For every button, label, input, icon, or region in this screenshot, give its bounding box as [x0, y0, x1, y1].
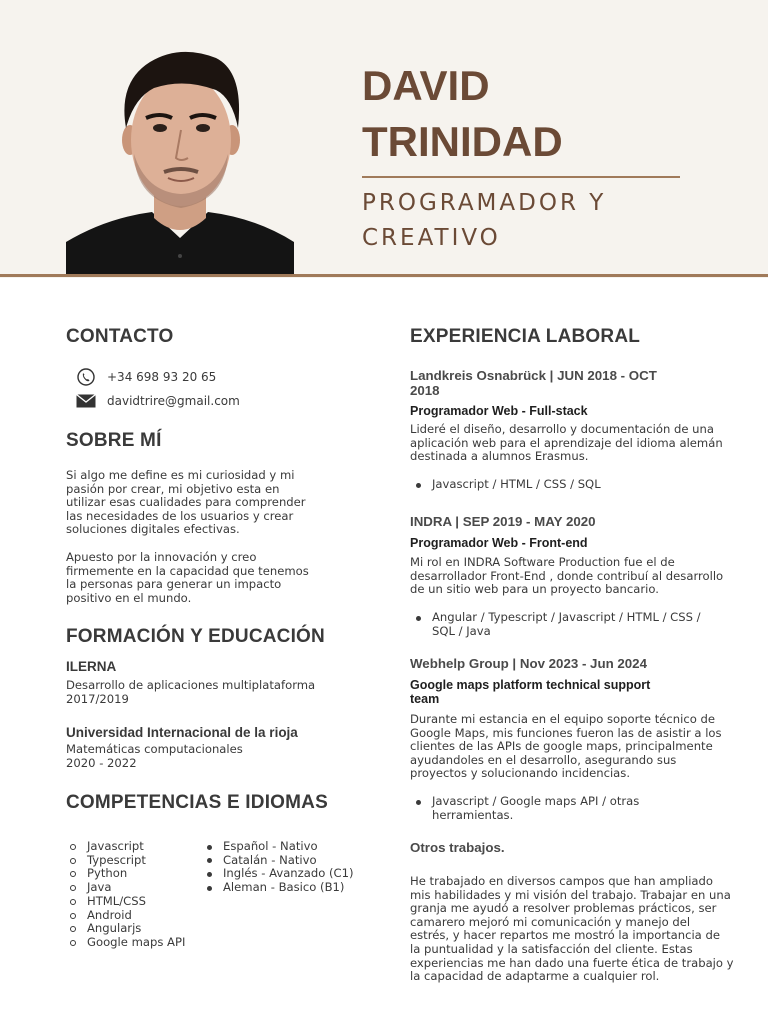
text-line: Programador Web - Full-stack — [410, 404, 588, 418]
name-first: DAVID — [362, 62, 490, 109]
text-line: positivo en el mundo. — [66, 590, 192, 605]
job-description — [410, 423, 740, 464]
list-item: HTML/CSS — [66, 895, 185, 909]
contact-heading: CONTACTO — [66, 326, 174, 347]
text-line: firmemente en la capacidad que tenemos — [66, 563, 309, 578]
text-line: Mi rol en INDRA Software Production fue el de — [410, 555, 675, 569]
text-line: granja me ayudó a resolver problemas prácticos, ser — [410, 901, 717, 916]
text-line: He trabajado en diversos campos que han ampliado — [410, 874, 713, 888]
list-item: Aleman - Basico (B1) — [202, 881, 354, 895]
list-item: Catalán - Nativo — [202, 854, 354, 868]
text-line: destinada a alumnos Erasmus. — [410, 449, 589, 464]
profile-photo — [66, 42, 294, 274]
text-line: ayudandoles en el desarrollo, asegurando sus — [410, 752, 677, 767]
about-heading: SOBRE MÍ — [66, 430, 162, 451]
text-line: herramientas. — [432, 807, 514, 822]
list-item: Google maps API — [66, 936, 185, 950]
education-school: ILERNA — [66, 659, 117, 674]
job-title-line: PROGRAMADOR Y — [362, 190, 607, 216]
text-line: Programador Web - Front-end — [410, 536, 588, 550]
text-line: SQL / Java — [432, 623, 491, 638]
text-line: Google Maps, mis funciones fueron las de asistir a los — [410, 725, 722, 740]
name-heading — [362, 58, 563, 170]
list-item: Android — [66, 909, 185, 923]
phone-text[interactable]: +34 698 93 20 65 — [107, 370, 217, 384]
text-line: pasión por crear, mi objetivo esta en — [66, 481, 280, 496]
list-item: Inglés - Avanzado (C1) — [202, 867, 354, 881]
education-details — [66, 679, 366, 706]
text-line: Angular / Typescript / Javascript / HTML / CSS / — [432, 610, 701, 624]
contact-phone — [76, 368, 216, 386]
text-line: aplicación web para el aprendizaje del idioma alemán — [410, 435, 723, 450]
list-item: Python — [66, 867, 185, 881]
job-header — [410, 657, 710, 672]
email-text[interactable]: davidtrire@gmail.com — [107, 394, 240, 408]
header-divider — [0, 274, 768, 277]
text-line: proyectos y solucionando incidencias. — [410, 766, 631, 781]
name-divider — [362, 176, 680, 178]
text-line: soluciones digitales efectivas. — [66, 522, 240, 537]
list-item: Español - Nativo — [202, 840, 354, 854]
job-tech-bullet — [416, 795, 736, 822]
text-line: Si algo me define es mi curiosidad y mi — [66, 468, 295, 482]
job-header — [410, 515, 710, 530]
list-item: Java — [66, 881, 185, 895]
education-years: 2020 - 2022 — [66, 755, 137, 770]
experience-heading: EXPERIENCIA LABORAL — [410, 326, 641, 347]
job-tech-bullet — [416, 478, 736, 492]
about-paragraph-1 — [66, 469, 366, 537]
job-title — [362, 186, 606, 256]
text-line: experiencias me han dado una fuerte ética de trabajo y — [410, 955, 734, 970]
education-heading: FORMACIÓN Y EDUCACIÓN — [66, 626, 325, 647]
other-jobs-heading: Otros trabajos. — [410, 840, 505, 855]
text-line: clientes de las APIs de google maps, principalmente — [410, 739, 713, 754]
job-role — [410, 536, 710, 550]
text-line: 2018 — [410, 382, 440, 398]
about-paragraph-2 — [66, 551, 366, 605]
job-role — [410, 678, 710, 706]
job-header — [410, 369, 710, 398]
text-line: estrés, y hacer repartos me mostró la importancia de — [410, 928, 720, 943]
job-description — [410, 556, 740, 597]
text-line: utilizar esas cualidades para comprender — [66, 495, 306, 510]
text-line: Durante mi estancia en el equipo soporte técnico de — [410, 712, 716, 726]
education-school: Universidad Internacional de la rioja — [66, 725, 298, 740]
education-degree: Desarrollo de aplicaciones multiplataforma — [66, 678, 316, 692]
phone-icon — [76, 368, 96, 386]
other-jobs-description — [410, 875, 740, 984]
text-line: camarero mejoró mi comunicación y manejo del — [410, 914, 691, 929]
contact-email — [76, 392, 240, 410]
tech-skills-list — [66, 840, 185, 950]
text-line: Webhelp Group | Nov 2023 - Jun 2024 — [410, 656, 647, 671]
text-line: la capacidad de adaptarme a cualquier rol. — [410, 969, 660, 984]
list-item: Angularjs — [66, 922, 185, 936]
education-degree: Matemáticas computacionales — [66, 742, 243, 756]
text-line: Javascript / Google maps API / otras — [432, 794, 640, 808]
text-line: Lideré el diseño, desarrollo y documentación de una — [410, 422, 714, 436]
education-years: 2017/2019 — [66, 691, 129, 706]
text-line: de un sitio web para un proyecto bancario. — [410, 582, 659, 597]
text-line: las necesidades de los usuarios y crear — [66, 508, 294, 523]
text-line: Google maps platform technical support — [410, 678, 651, 692]
text-line: la puntualidad y la satisfacción del cliente. Estas — [410, 941, 693, 956]
text-line: Javascript / HTML / CSS / SQL — [432, 477, 601, 491]
text-line: Landkreis Osnabrück | JUN 2018 - OCT — [410, 368, 657, 383]
text-line: desarrollador Front-End , donde contribuí al desarrollo — [410, 568, 724, 583]
text-line: mis habilidades y mi visión del trabajo. Trabajar en una — [410, 887, 731, 902]
skills-heading: COMPETENCIAS E IDIOMAS — [66, 792, 328, 813]
text-line: team — [410, 692, 440, 706]
list-item: Typescript — [66, 854, 185, 868]
name-last: TRINIDAD — [362, 118, 563, 165]
envelope-icon — [76, 392, 96, 410]
job-description — [410, 713, 740, 781]
job-role — [410, 404, 710, 418]
languages-list — [202, 840, 354, 895]
text-line: Apuesto por la innovación y creo — [66, 550, 257, 564]
list-item: Javascript — [66, 840, 185, 854]
job-tech-bullet — [416, 611, 736, 638]
text-line: INDRA | SEP 2019 - MAY 2020 — [410, 514, 596, 529]
job-title-line: CREATIVO — [362, 225, 501, 251]
education-details — [66, 743, 366, 770]
text-line: la personas para generar un impacto — [66, 577, 282, 592]
